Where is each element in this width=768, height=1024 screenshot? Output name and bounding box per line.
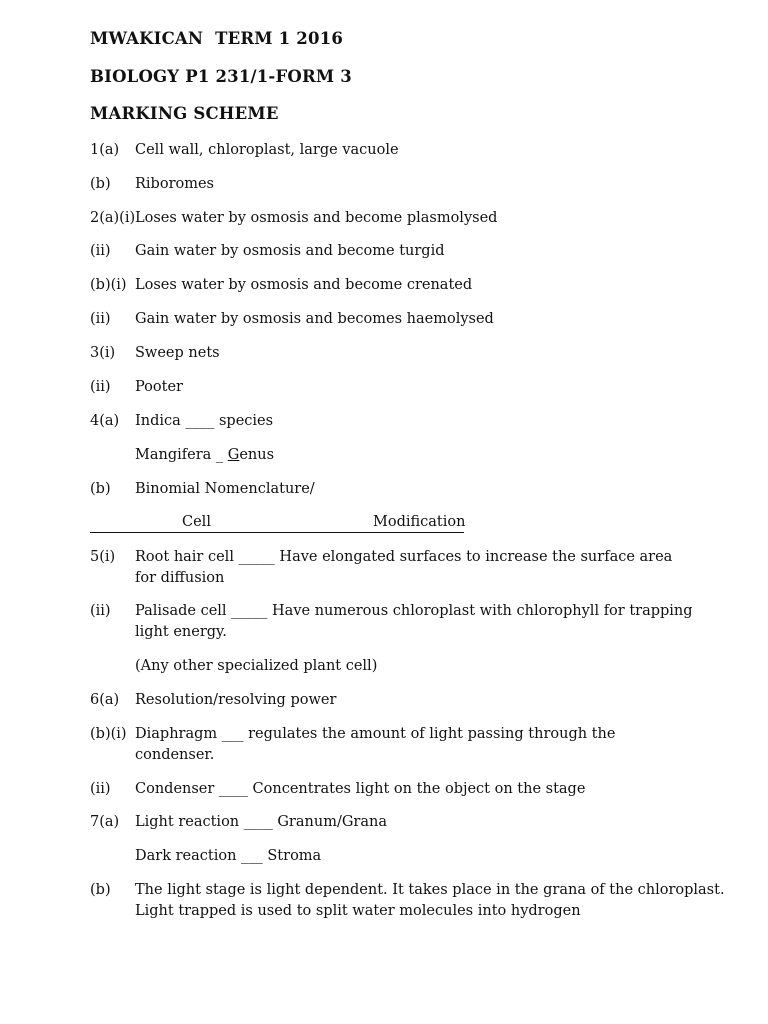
question-number: (b)(i): [90, 277, 127, 293]
answer-text-part: Mangifera _: [135, 447, 228, 463]
answer-text: Gain water by osmosis and become turgid: [135, 243, 445, 259]
answer-text: Light reaction ____ Granum/Grana: [135, 814, 387, 830]
answer-text: Loses water by osmosis and become plasmolysed: [135, 210, 498, 226]
question-number: (ii): [90, 781, 111, 797]
question-number: 2(a)(i): [90, 210, 136, 226]
answer-text: Diaphragm ___ regulates the amount of light passing through the condenser.: [135, 726, 616, 763]
marking-scheme-title: MARKING SCHEME: [90, 104, 279, 123]
answer-text: Pooter: [135, 379, 183, 395]
table-header-modification: Modification: [373, 514, 466, 530]
answer-text: Resolution/resolving power: [135, 692, 337, 708]
answer-text: Palisade cell _____ Have numerous chloroplast with chlorophyll for trapping light energy.: [135, 603, 693, 640]
table-header-cell: Cell: [182, 514, 211, 530]
question-number: (b): [90, 481, 111, 497]
question-number: 5(i): [90, 549, 116, 565]
question-number: 3(i): [90, 345, 116, 361]
question-number: 6(a): [90, 692, 120, 708]
school-exam-title: MWAKICAN TERM 1 2016: [90, 29, 344, 48]
answer-text: Cell wall, chloroplast, large vacuole: [135, 142, 399, 158]
answer-text: (Any other specialized plant cell): [135, 658, 378, 674]
question-number: (b)(i): [90, 726, 127, 742]
answer-text: Condenser ____ Concentrates light on the object on the stage: [135, 781, 586, 797]
answer-text: Indica ____ species: [135, 413, 274, 429]
question-number: 7(a): [90, 814, 120, 830]
question-number: 4(a): [90, 413, 120, 429]
answer-text: Gain water by osmosis and becomes haemolysed: [135, 311, 494, 327]
question-number: (b): [90, 882, 111, 898]
question-number: (ii): [90, 243, 111, 259]
paper-title: BIOLOGY P1 231/1-FORM 3: [90, 67, 352, 86]
answer-text: Loses water by osmosis and become crenated: [135, 277, 473, 293]
answer-text: Riboromes: [135, 176, 214, 192]
answer-text: Binomial Nomenclature/: [135, 481, 315, 497]
question-number: (b): [90, 176, 111, 192]
table-header: [90, 512, 464, 533]
question-number: (ii): [90, 311, 111, 327]
answer-text-underlined: G: [227, 447, 240, 463]
question-number: (ii): [90, 379, 111, 395]
question-number: (ii): [90, 603, 111, 619]
answer-text: Sweep nets: [135, 345, 220, 361]
answer-text-part: enus: [239, 447, 275, 463]
answer-text: Dark reaction ___ Stroma: [135, 848, 322, 864]
answer-text: [135, 445, 695, 466]
question-number: 1(a): [90, 142, 120, 158]
answer-text: The light stage is light dependent. It takes place in the grana of the chloroplast. Light trapped is used to split water molecules into hydrogen: [135, 882, 725, 919]
answer-text: Root hair cell _____ Have elongated surfaces to increase the surface area for diffusion: [135, 549, 673, 586]
